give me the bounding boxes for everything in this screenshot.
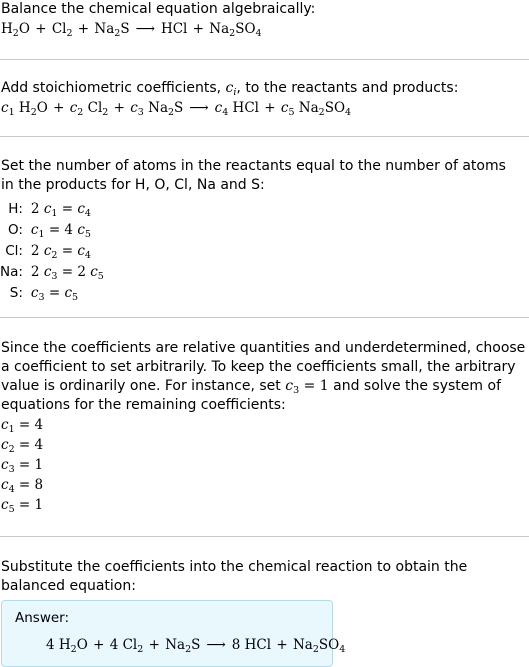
solution-list (1, 415, 43, 515)
divider (0, 136, 529, 137)
atom-balance-system (0, 198, 104, 303)
solution-c3: $c_3 = 1$ (1, 457, 44, 475)
section-5-intro: Substitute the coefficients into the chemical reaction to obtain the balanced equation: (1, 559, 468, 594)
balanced-equation: 4 $H_2O + 4$ $Cl_2 + Na_2S$ ⟶ 8 HCl + $Na_2SO_4$ (46, 637, 346, 655)
element-label: H: (8, 200, 23, 217)
element-label: O: (7, 221, 23, 238)
section-2-intro: Add stoichiometric coefficients, $c_i$, to the reactants and products: (1, 80, 459, 98)
element-label: S: (9, 284, 23, 301)
atom-equation: 2 $c_2 = c_4$ (30, 242, 91, 261)
element-label: Cl: (5, 242, 23, 259)
atom-row-cl (0, 240, 104, 261)
atom-equation: 2 $c_1 = c_4$ (30, 200, 91, 219)
atom-equation: $c_3 = c_5$ (30, 284, 79, 303)
solution-c2: $c_2 = 4$ (1, 437, 44, 455)
divider (0, 317, 529, 318)
atom-row-s (0, 282, 104, 303)
answer-label: Answer: (15, 610, 70, 626)
section-3-intro: Set the number of atoms in the reactants equal to the number of atoms in the products for H, O, Cl, Na and S: (1, 158, 506, 193)
solution-c4: $c_4 = 8$ (1, 477, 44, 495)
coefficient-equation: $c_1$ $H_2O + c_2$ $Cl_2 + c_3$ $Na_2S$ ⟶ $c_4$ HCl + $c_5$ $Na_2SO_4$ (1, 100, 352, 118)
section-1-intro: Balance the chemical equation algebraically: (1, 1, 316, 17)
element-label: Na: (0, 263, 23, 280)
atom-row-h (0, 198, 104, 219)
divider (0, 59, 529, 60)
atom-row-na (0, 261, 104, 282)
section-4-intro: Since the coefficients are relative quantities and underdetermined, choose a coefficient to set arbitrarily. To keep the coefficients small, the arbitrary value is ordinarily one. For instance, set $c_3 = 1$ and solve the system of equations for the remaining coefficients: (1, 340, 526, 413)
atom-equation: 2 $c_3 = 2$ $c_5$ (30, 263, 104, 282)
solution-c1: $c_1 = 4$ (1, 417, 44, 435)
divider (0, 536, 529, 537)
atom-row-o (0, 219, 104, 240)
unbalanced-equation: $H_2O + Cl_2 + Na_2S$ ⟶ HCl + $Na_2SO_4$ (1, 21, 262, 39)
answer-box (1, 600, 346, 667)
solution-c5: $c_5 = 1$ (1, 497, 44, 515)
atom-equation: $c_1 = 4$ $c_5$ (30, 221, 91, 240)
